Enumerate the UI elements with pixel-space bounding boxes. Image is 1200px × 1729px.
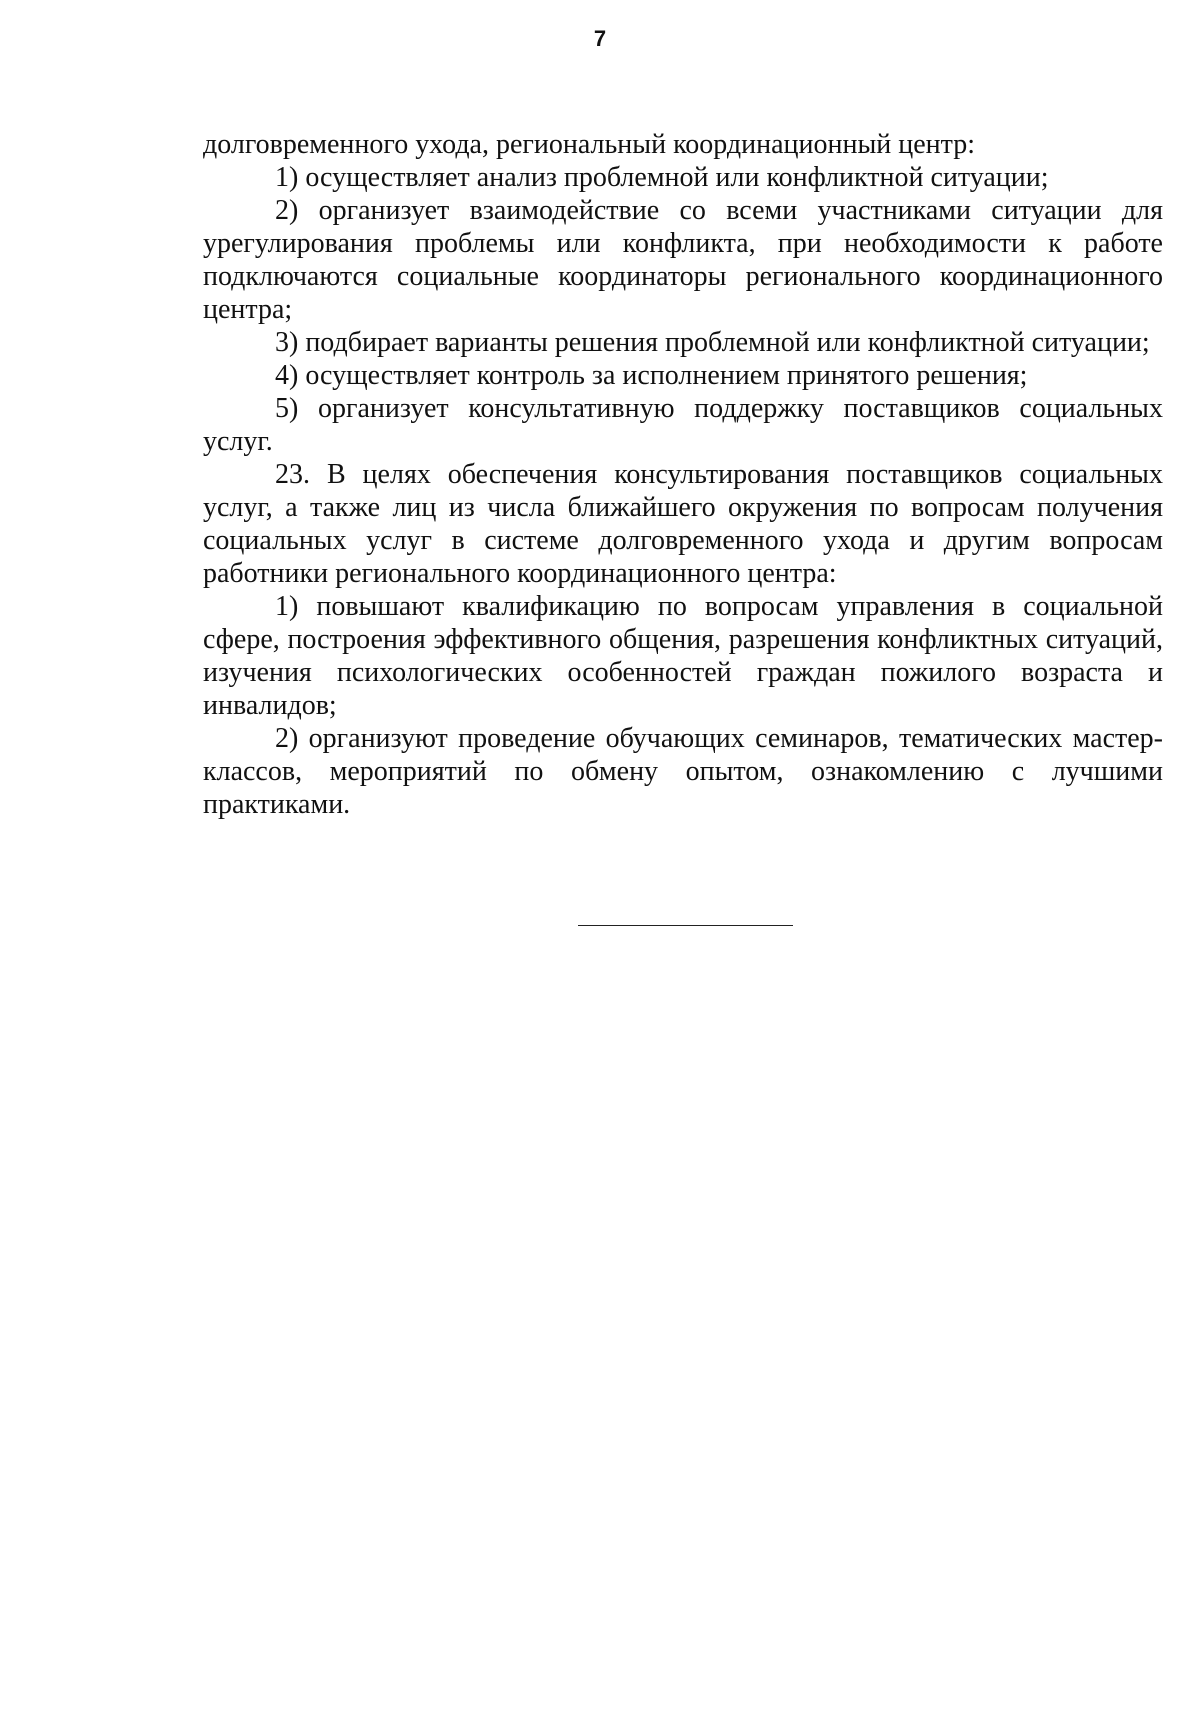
list-item-2-interaction: 2) организует взаимодействие со всеми участниками ситуации для урегулирования проблемы или конфликта, при необходимости к работе подключаются социальные координаторы регионального координационного центра; bbox=[203, 195, 1163, 325]
list-item-1-qualification: 1) повышают квалификацию по вопросам управления в социальной сфере, построения эффективного общения, разрешения конфликтных ситуаций, изучения психологических особенностей граждан пожилого возраста и инвалидов; bbox=[203, 591, 1163, 721]
list-item-5-support: 5) организует консультативную поддержку поставщиков социальных услуг. bbox=[203, 393, 1163, 457]
list-item-1-analysis: 1) осуществляет анализ проблемной или конфликтной ситуации; bbox=[275, 162, 1049, 193]
list-item-3-solutions: 3) подбирает варианты решения проблемной или конфликтной ситуации; bbox=[275, 327, 1150, 358]
page-number: 7 bbox=[593, 26, 607, 51]
paragraph-23: 23. В целях обеспечения консультирования поставщиков социальных услуг, а также лиц из числа ближайшего окружения по вопросам получения социальных услуг в системе долговременного ухода и другим вопросам работники регионального координационного центра: bbox=[203, 459, 1163, 589]
end-divider-line bbox=[578, 925, 793, 926]
document-body bbox=[203, 128, 1163, 821]
list-item-4-control: 4) осуществляет контроль за исполнением принятого решения; bbox=[275, 360, 1028, 391]
list-item-2-seminars: 2) организуют проведение обучающих семинаров, тематических мастер-классов, мероприятий по обмену опытом, ознакомлению с лучшими практиками. bbox=[203, 723, 1163, 820]
paragraph-continuation: долговременного ухода, региональный координационный центр: bbox=[203, 129, 976, 160]
